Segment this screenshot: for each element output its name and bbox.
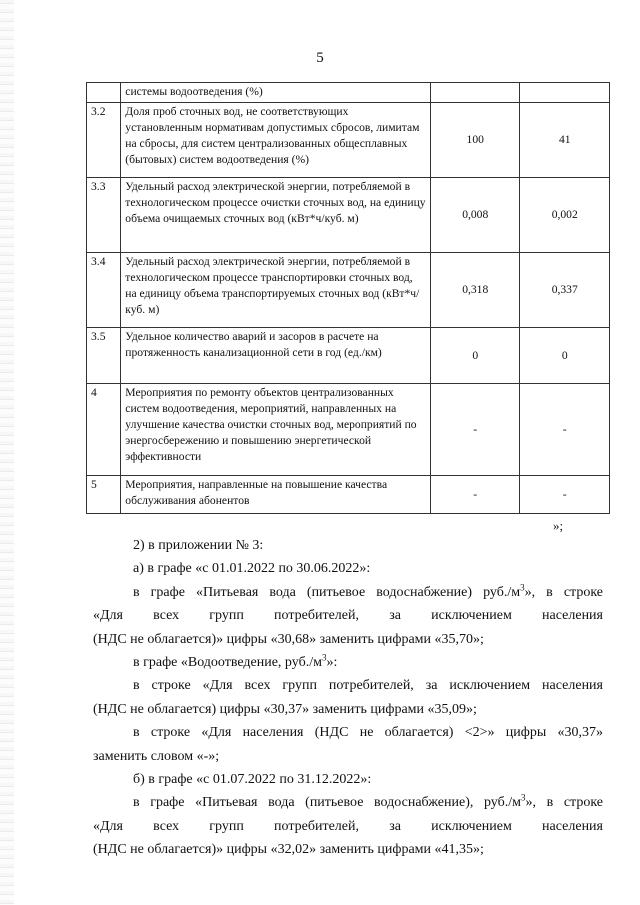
row-text: Удельный расход электрической энергии, потребляемой в технологическом процессе транспортировки сточных вод, на единицу объема транспортируемых сточных вод (кВт*ч/куб. м) [121, 253, 431, 328]
closing-quote: »; [553, 518, 564, 533]
value-1: 0,318 [430, 253, 520, 328]
value-1: - [430, 384, 520, 476]
value-2: - [520, 476, 610, 514]
paragraph: а) в графе «с 01.01.2022 по 30.06.2022»: [133, 561, 371, 577]
row-text: Удельный расход электрической энергии, потребляемой в технологическом процессе очистки сточных вод, на единицу объема очищаемых сточных вод (кВт*ч/куб. м) [121, 178, 431, 253]
paragraph: (НДС не облагается) цифры «30,37» заменить цифрами «35,09»; [93, 701, 477, 717]
value-1: 0 [430, 328, 520, 384]
table-row [87, 253, 610, 328]
indicators-table [86, 82, 610, 514]
table-row [87, 103, 610, 178]
value-1: - [430, 476, 520, 514]
row-number: 3.5 [87, 328, 121, 384]
paragraph: 2) в приложении № 3: [133, 538, 264, 553]
row-text: Мероприятия по ремонту объектов централизованных систем водоотведения, мероприятий, направленных на улучшение качества очистки сточных вод, мероприятий по энергосбережению и повышению энергетической эффективности [121, 384, 431, 476]
value-1: 0,008 [430, 178, 520, 253]
value-2: 0,337 [520, 253, 610, 328]
table-row [87, 476, 610, 514]
paragraph: в строке «Для всех групп потребителей, за исключением населения [133, 678, 603, 694]
row-number: 3.4 [87, 253, 121, 328]
row-number: 4 [87, 384, 121, 476]
value-2: 41 [520, 103, 610, 178]
table-row [87, 178, 610, 253]
value-2 [520, 83, 610, 103]
page-number: 5 [316, 50, 324, 66]
paragraph: в графе «Питьевая вода (питьевое водоснабжение), $руб./м^3$», в строке [133, 792, 603, 811]
row-number: 5 [87, 476, 121, 514]
paragraph: заменить словом «-»; [93, 748, 220, 764]
row-number: 3.3 [87, 178, 121, 253]
row-text: системы водоотведения (%) [121, 83, 431, 103]
paragraph: «Для всех групп потребителей, за исключением населения [93, 818, 603, 834]
paragraph: «Для всех групп потребителей, за исключением населения [93, 608, 603, 624]
paragraph: в графе «Питьевая вода (питьевое водоснабжение) $руб./м^3$», в строке [133, 582, 603, 600]
row-text: Доля проб сточных вод, не соответствующих установленным нормативам допустимых сбросов, лимитам на сбросы, для систем централизованных общесплавных (бытовых) систем водоотведения (%) [121, 103, 431, 178]
value-1 [430, 83, 520, 103]
row-number [87, 83, 121, 103]
amendment-text [93, 534, 603, 862]
value-2: - [520, 384, 610, 476]
paragraph: в строке «Для населения (НДС не облагается) <2>» цифры «30,37» [133, 725, 603, 741]
paragraph: (НДС не облагается)» цифры «30,68» заменить цифрами «35,70»; [93, 631, 484, 647]
value-2: 0,002 [520, 178, 610, 253]
scan-edge [0, 0, 14, 905]
table-row [87, 384, 610, 476]
row-number: 3.2 [87, 103, 121, 178]
value-2: 0 [520, 328, 610, 384]
paragraph: б) в графе «с 01.07.2022 по 31.12.2022»: [133, 772, 372, 788]
paragraph: в графе «Водоотведение, $руб./м^3$»: [133, 652, 338, 671]
row-text: Мероприятия, направленные на повышение качества обслуживания абонентов [121, 476, 431, 514]
paragraph: (НДС не облагается)» цифры «32,02» заменить цифрами «41,35»; [93, 842, 484, 858]
table-row [87, 328, 610, 384]
value-1: 100 [430, 103, 520, 178]
table-row [87, 83, 610, 103]
row-text: Удельное количество аварий и засоров в расчете на протяженность канализационной сети в год (ед./км) [121, 328, 431, 384]
